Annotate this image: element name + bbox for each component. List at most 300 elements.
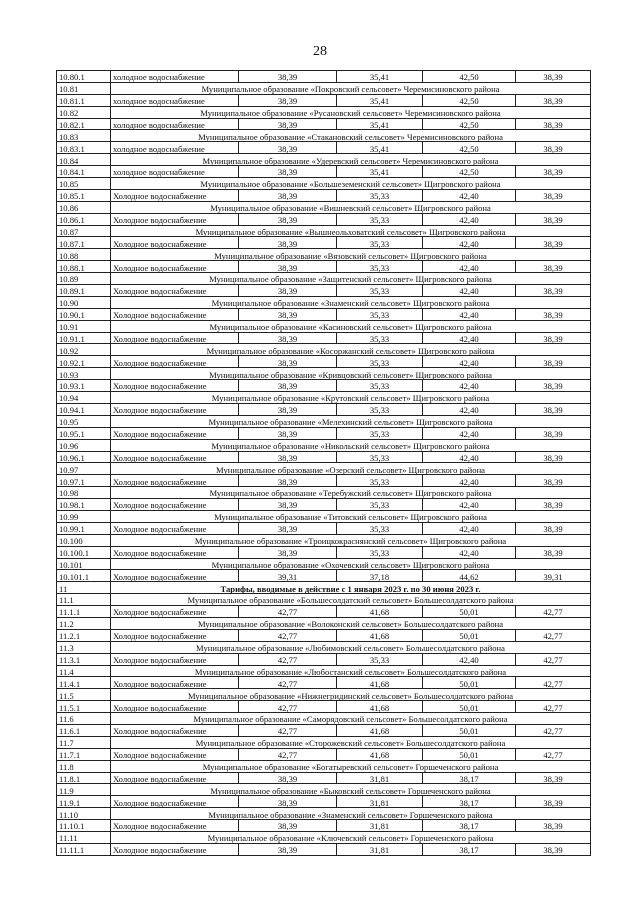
tariff-value-2: 35,33: [337, 403, 423, 415]
tariff-row: [57, 308, 591, 320]
tariff-table-body: [57, 71, 591, 856]
row-code: 10.89.1: [57, 285, 111, 297]
tariff-value-1: 38,39: [239, 403, 337, 415]
row-code: 11.9: [57, 784, 111, 796]
service-label: Холодное водоснабжение: [111, 701, 239, 713]
tariff-value-4: 38,39: [516, 820, 591, 832]
municipality-row: [57, 832, 591, 844]
row-code: 10.86.1: [57, 213, 111, 225]
municipality-name: Муниципальное образование «Знаменский сельсовет» Горшеченского района: [111, 808, 591, 820]
municipality-name: Муниципальное образование «Большеземенский сельсовет» Щигровского района: [111, 178, 591, 190]
tariff-value-3: 42,40: [423, 380, 516, 392]
tariff-value-3: 42,40: [423, 332, 516, 344]
row-code: 10.98: [57, 487, 111, 499]
tariff-value-4: 38,39: [516, 94, 591, 106]
tariff-value-1: 38,39: [239, 118, 337, 130]
tariff-value-3: 42,50: [423, 94, 516, 106]
municipality-row: [57, 225, 591, 237]
service-label: Холодное водоснабжение: [111, 606, 239, 618]
tariff-row: [57, 653, 591, 665]
tariff-value-3: 42,40: [423, 189, 516, 201]
tariff-value-1: 42,77: [239, 653, 337, 665]
section-code: 11: [57, 582, 111, 594]
tariff-value-3: 42,40: [423, 499, 516, 511]
tariff-row: [57, 166, 591, 178]
row-code: 10.96.1: [57, 451, 111, 463]
service-label: Холодное водоснабжение: [111, 451, 239, 463]
row-code: 10.91.1: [57, 332, 111, 344]
municipality-name: Муниципальное образование «Теребужский сельсовет» Щигровского района: [111, 487, 591, 499]
municipality-name: Муниципальное образование «Крутовский сельсовет» Щигровского района: [111, 392, 591, 404]
municipality-row: [57, 392, 591, 404]
row-code: 10.97.1: [57, 475, 111, 487]
row-code: 10.96: [57, 439, 111, 451]
municipality-row: [57, 463, 591, 475]
row-code: 11.3.1: [57, 653, 111, 665]
tariff-value-3: 50,01: [423, 748, 516, 760]
municipality-row: [57, 487, 591, 499]
row-code: 11.8: [57, 760, 111, 772]
tariff-row: [57, 820, 591, 832]
tariff-row: [57, 94, 591, 106]
municipality-row: [57, 534, 591, 546]
service-label: Холодное водоснабжение: [111, 629, 239, 641]
tariff-value-1: 38,39: [239, 166, 337, 178]
tariff-value-2: 41,68: [337, 677, 423, 689]
tariff-value-2: 31,81: [337, 772, 423, 784]
municipality-name: Муниципальное образование «Охочевский сельсовет» Щигровского района: [111, 558, 591, 570]
tariff-value-4: 39,31: [516, 570, 591, 582]
tariff-value-3: 42,40: [423, 308, 516, 320]
tariff-value-2: 35,33: [337, 427, 423, 439]
tariff-value-1: 42,77: [239, 724, 337, 736]
tariff-value-4: 42,77: [516, 677, 591, 689]
tariff-value-3: 50,01: [423, 606, 516, 618]
tariff-value-3: 38,17: [423, 843, 516, 855]
service-label: Холодное водоснабжение: [111, 403, 239, 415]
municipality-name: Муниципальное образование «Покровский сельсовет» Черемисиновского района: [111, 82, 591, 94]
tariff-value-4: 42,77: [516, 748, 591, 760]
municipality-row: [57, 558, 591, 570]
row-code: 10.81.1: [57, 94, 111, 106]
tariff-value-3: 42,50: [423, 142, 516, 154]
tariff-row: [57, 570, 591, 582]
municipality-name: Муниципальное образование «Вязовский сельсовет» Щигровского района: [111, 249, 591, 261]
row-code: 10.89: [57, 273, 111, 285]
municipality-name: Муниципальное образование «Озерский сельсовет» Щигровского района: [111, 463, 591, 475]
service-label: Холодное водоснабжение: [111, 843, 239, 855]
row-code: 10.92: [57, 344, 111, 356]
tariff-value-3: 42,40: [423, 546, 516, 558]
row-code: 10.83.1: [57, 142, 111, 154]
municipality-row: [57, 249, 591, 261]
municipality-row: [57, 154, 591, 166]
tariff-value-2: 37,18: [337, 570, 423, 582]
section-header-row: [57, 582, 591, 594]
tariff-value-2: 35,41: [337, 71, 423, 83]
tariff-value-3: 50,01: [423, 701, 516, 713]
tariff-value-1: 38,39: [239, 285, 337, 297]
service-label: Холодное водоснабжение: [111, 724, 239, 736]
service-label: холодное водоснабжение: [111, 118, 239, 130]
municipality-name: Муниципальное образование «Нижнегридинский сельсовет» Большесолдатского района: [111, 689, 591, 701]
municipality-row: [57, 130, 591, 142]
municipality-row: [57, 320, 591, 332]
tariff-value-2: 35,41: [337, 118, 423, 130]
tariff-value-1: 38,39: [239, 94, 337, 106]
tariff-value-2: 35,41: [337, 166, 423, 178]
row-code: 10.99: [57, 510, 111, 522]
municipality-name: Муниципальное образование «Стакановский сельсовет» Черемисиновского района: [111, 130, 591, 142]
service-label: Холодное водоснабжение: [111, 356, 239, 368]
tariff-value-4: 38,39: [516, 118, 591, 130]
tariff-value-1: 42,77: [239, 701, 337, 713]
row-code: 11.3: [57, 641, 111, 653]
row-code: 10.101: [57, 558, 111, 570]
tariff-value-3: 42,40: [423, 522, 516, 534]
municipality-name: Муниципальное образование «Кривцовский сельсовет» Щигровского района: [111, 368, 591, 380]
tariff-value-4: 38,39: [516, 427, 591, 439]
tariff-row: [57, 843, 591, 855]
tariff-value-4: 38,39: [516, 332, 591, 344]
tariff-value-4: 38,39: [516, 403, 591, 415]
row-code: 10.95.1: [57, 427, 111, 439]
municipality-row: [57, 415, 591, 427]
municipality-name: Муниципальное образование «Богатыревский сельсовет» Горшеченского района: [111, 760, 591, 772]
tariff-value-4: 38,39: [516, 237, 591, 249]
municipality-row: [57, 510, 591, 522]
row-code: 11.4: [57, 665, 111, 677]
service-label: Холодное водоснабжение: [111, 189, 239, 201]
row-code: 11.2.1: [57, 629, 111, 641]
tariff-row: [57, 71, 591, 83]
tariff-value-3: 42,40: [423, 237, 516, 249]
row-code: 10.86: [57, 201, 111, 213]
tariff-value-3: 42,40: [423, 451, 516, 463]
tariff-row: [57, 724, 591, 736]
tariff-value-4: 38,39: [516, 261, 591, 273]
municipality-name: Муниципальное образование «Косоржанский сельсовет» Щигровского района: [111, 344, 591, 356]
tariff-value-4: 38,39: [516, 546, 591, 558]
municipality-name: Муниципальное образование «Никольский сельсовет» Щигровского района: [111, 439, 591, 451]
tariff-value-2: 35,33: [337, 380, 423, 392]
tariff-row: [57, 356, 591, 368]
tariff-row: [57, 796, 591, 808]
municipality-row: [57, 368, 591, 380]
section-title: Тарифы, вводимые в действие с 1 января 2023 г. по 30 июня 2023 г.: [111, 582, 591, 594]
row-code: 11.1.1: [57, 606, 111, 618]
tariff-value-3: 42,40: [423, 356, 516, 368]
municipality-name: Муниципальное образование «Касиновский сельсовет» Щигровского района: [111, 320, 591, 332]
tariff-value-3: 44,62: [423, 570, 516, 582]
tariff-value-2: 35,33: [337, 285, 423, 297]
tariff-value-1: 38,39: [239, 820, 337, 832]
service-label: Холодное водоснабжение: [111, 237, 239, 249]
tariff-value-1: 38,39: [239, 380, 337, 392]
row-code: 11.5: [57, 689, 111, 701]
tariff-value-1: 42,77: [239, 606, 337, 618]
municipality-row: [57, 617, 591, 629]
tariff-value-1: 38,39: [239, 451, 337, 463]
tariff-value-4: 38,39: [516, 308, 591, 320]
row-code: 11.10.1: [57, 820, 111, 832]
service-label: холодное водоснабжение: [111, 71, 239, 83]
service-label: Холодное водоснабжение: [111, 772, 239, 784]
service-label: Холодное водоснабжение: [111, 285, 239, 297]
row-code: 11.7: [57, 736, 111, 748]
tariff-value-4: 42,77: [516, 653, 591, 665]
tariff-value-4: 38,39: [516, 356, 591, 368]
tariff-value-2: 35,33: [337, 189, 423, 201]
municipality-name: Муниципальное образование «Быковский сельсовет» Горшеченского района: [111, 784, 591, 796]
service-label: Холодное водоснабжение: [111, 380, 239, 392]
tariff-value-4: 38,39: [516, 71, 591, 83]
municipality-row: [57, 784, 591, 796]
row-code: 11.10: [57, 808, 111, 820]
service-label: Холодное водоснабжение: [111, 475, 239, 487]
row-code: 10.98.1: [57, 499, 111, 511]
tariff-value-1: 38,39: [239, 522, 337, 534]
service-label: Холодное водоснабжение: [111, 748, 239, 760]
service-label: Холодное водоснабжение: [111, 213, 239, 225]
service-label: холодное водоснабжение: [111, 166, 239, 178]
municipality-name: Муниципальное образование «Саморядовский сельсовет» Большесолдатского района: [111, 713, 591, 725]
row-code: 11.5.1: [57, 701, 111, 713]
row-code: 10.87.1: [57, 237, 111, 249]
municipality-row: [57, 641, 591, 653]
tariff-value-2: 35,33: [337, 546, 423, 558]
municipality-row: [57, 689, 591, 701]
row-code: 10.84: [57, 154, 111, 166]
tariff-table: [56, 70, 591, 856]
tariff-row: [57, 522, 591, 534]
tariff-value-4: 38,39: [516, 451, 591, 463]
tariff-value-4: 38,39: [516, 166, 591, 178]
municipality-row: [57, 296, 591, 308]
tariff-value-4: 38,39: [516, 189, 591, 201]
tariff-value-3: 50,01: [423, 677, 516, 689]
row-code: 10.93.1: [57, 380, 111, 392]
tariff-value-2: 31,81: [337, 843, 423, 855]
tariff-value-3: 42,40: [423, 427, 516, 439]
tariff-row: [57, 451, 591, 463]
municipality-name: Муниципальное образование «Защитенский сельсовет» Щигровского района: [111, 273, 591, 285]
tariff-row: [57, 261, 591, 273]
tariff-value-2: 41,68: [337, 724, 423, 736]
tariff-value-4: 38,39: [516, 772, 591, 784]
row-code: 10.80.1: [57, 71, 111, 83]
row-code: 10.81: [57, 82, 111, 94]
tariff-value-1: 38,39: [239, 796, 337, 808]
row-code: 10.99.1: [57, 522, 111, 534]
tariff-row: [57, 499, 591, 511]
tariff-row: [57, 748, 591, 760]
tariff-value-3: 42,40: [423, 285, 516, 297]
tariff-row: [57, 332, 591, 344]
tariff-value-1: 38,39: [239, 213, 337, 225]
row-code: 10.82.1: [57, 118, 111, 130]
service-label: Холодное водоснабжение: [111, 427, 239, 439]
municipality-row: [57, 201, 591, 213]
municipality-row: [57, 760, 591, 772]
row-code: 10.87: [57, 225, 111, 237]
tariff-value-1: 38,39: [239, 261, 337, 273]
municipality-row: [57, 665, 591, 677]
row-code: 11.6: [57, 713, 111, 725]
tariff-value-2: 35,33: [337, 261, 423, 273]
tariff-row: [57, 237, 591, 249]
municipality-row: [57, 273, 591, 285]
municipality-row: [57, 82, 591, 94]
tariff-value-2: 41,68: [337, 606, 423, 618]
tariff-value-1: 38,39: [239, 237, 337, 249]
row-code: 11.6.1: [57, 724, 111, 736]
row-code: 10.88.1: [57, 261, 111, 273]
tariff-value-4: 38,39: [516, 380, 591, 392]
tariff-value-2: 35,33: [337, 475, 423, 487]
tariff-value-2: 35,33: [337, 308, 423, 320]
tariff-value-3: 50,01: [423, 724, 516, 736]
tariff-value-1: 38,39: [239, 546, 337, 558]
tariff-row: [57, 427, 591, 439]
municipality-row: [57, 106, 591, 118]
municipality-name: Муниципальное образование «Любимовский сельсовет» Большесолдатского района: [111, 641, 591, 653]
municipality-name: Муниципальное образование «Вышнеольховатский сельсовет» Щигровского района: [111, 225, 591, 237]
tariff-value-2: 35,41: [337, 94, 423, 106]
service-label: Холодное водоснабжение: [111, 308, 239, 320]
tariff-value-1: 42,77: [239, 629, 337, 641]
service-label: Холодное водоснабжение: [111, 522, 239, 534]
tariff-value-2: 35,33: [337, 522, 423, 534]
tariff-value-1: 38,39: [239, 142, 337, 154]
tariff-row: [57, 189, 591, 201]
service-label: Холодное водоснабжение: [111, 796, 239, 808]
row-code: 10.85: [57, 178, 111, 190]
municipality-row: [57, 178, 591, 190]
municipality-name: Муниципальное образование «Ключевский сельсовет» Горшеченского района: [111, 832, 591, 844]
tariff-value-1: 42,77: [239, 677, 337, 689]
service-label: Холодное водоснабжение: [111, 332, 239, 344]
row-code: 10.91: [57, 320, 111, 332]
tariff-row: [57, 606, 591, 618]
tariff-value-2: 35,41: [337, 142, 423, 154]
row-code: 10.94.1: [57, 403, 111, 415]
tariff-value-1: 39,31: [239, 570, 337, 582]
tariff-value-3: 42,50: [423, 71, 516, 83]
service-label: Холодное водоснабжение: [111, 546, 239, 558]
row-code: 10.88: [57, 249, 111, 261]
tariff-value-1: 38,39: [239, 332, 337, 344]
tariff-value-4: 38,39: [516, 843, 591, 855]
municipality-name: Муниципальное образование «Сторожевский сельсовет» Большесолдатского района: [111, 736, 591, 748]
tariff-row: [57, 213, 591, 225]
tariff-row: [57, 546, 591, 558]
tariff-row: [57, 701, 591, 713]
row-code: 11.11.1: [57, 843, 111, 855]
service-label: Холодное водоснабжение: [111, 499, 239, 511]
tariff-value-1: 38,39: [239, 772, 337, 784]
tariff-row: [57, 285, 591, 297]
service-label: Холодное водоснабжение: [111, 677, 239, 689]
municipality-name: Муниципальное образование «Волоконский сельсовет» Большесолдатского района: [111, 617, 591, 629]
row-code: 11.1: [57, 594, 111, 606]
service-label: Холодное водоснабжение: [111, 261, 239, 273]
row-code: 10.92.1: [57, 356, 111, 368]
row-code: 11.7.1: [57, 748, 111, 760]
municipality-name: Муниципальное образование «Удеревский сельсовет» Черемисиновского района: [111, 154, 591, 166]
row-code: 11.8.1: [57, 772, 111, 784]
tariff-value-4: 42,77: [516, 701, 591, 713]
tariff-value-4: 38,39: [516, 796, 591, 808]
tariff-value-3: 42,40: [423, 403, 516, 415]
service-label: Холодное водоснабжение: [111, 653, 239, 665]
municipality-row: [57, 439, 591, 451]
row-code: 10.84.1: [57, 166, 111, 178]
tariff-value-2: 41,68: [337, 629, 423, 641]
tariff-value-3: 42,50: [423, 118, 516, 130]
municipality-name: Муниципальное образование «Мелехинский сельсовет» Щигровского района: [111, 415, 591, 427]
tariff-value-2: 35,33: [337, 499, 423, 511]
municipality-name: Муниципальное образование «Вишневский сельсовет» Щигровского района: [111, 201, 591, 213]
tariff-value-4: 38,39: [516, 475, 591, 487]
tariff-value-3: 42,50: [423, 166, 516, 178]
tariff-value-4: 42,77: [516, 606, 591, 618]
tariff-value-2: 31,81: [337, 820, 423, 832]
row-code: 10.82: [57, 106, 111, 118]
row-code: 11.4.1: [57, 677, 111, 689]
tariff-value-4: 38,39: [516, 142, 591, 154]
municipality-name: Муниципальное образование «Любостанский сельсовет» Большесолдатского района: [111, 665, 591, 677]
service-label: холодное водоснабжение: [111, 142, 239, 154]
tariff-value-4: 42,77: [516, 629, 591, 641]
tariff-row: [57, 118, 591, 130]
municipality-row: [57, 736, 591, 748]
tariff-value-3: 42,40: [423, 475, 516, 487]
municipality-name: Муниципальное образование «Большесолдатский сельсовет» Большесолдатского района: [111, 594, 591, 606]
tariff-value-4: 38,39: [516, 522, 591, 534]
tariff-value-1: 38,39: [239, 189, 337, 201]
tariff-value-3: 42,40: [423, 653, 516, 665]
service-label: холодное водоснабжение: [111, 94, 239, 106]
tariff-value-4: 38,39: [516, 213, 591, 225]
tariff-row: [57, 677, 591, 689]
tariff-value-1: 38,39: [239, 71, 337, 83]
tariff-value-2: 35,33: [337, 451, 423, 463]
row-code: 10.95: [57, 415, 111, 427]
tariff-value-3: 42,40: [423, 261, 516, 273]
municipality-row: [57, 808, 591, 820]
service-label: Холодное водоснабжение: [111, 570, 239, 582]
tariff-value-3: 38,17: [423, 796, 516, 808]
row-code: 10.93: [57, 368, 111, 380]
tariff-value-4: 42,77: [516, 724, 591, 736]
tariff-value-3: 38,17: [423, 772, 516, 784]
tariff-value-1: 38,39: [239, 356, 337, 368]
tariff-value-2: 35,33: [337, 332, 423, 344]
tariff-value-2: 41,68: [337, 748, 423, 760]
tariff-value-1: 38,39: [239, 308, 337, 320]
tariff-value-4: 38,39: [516, 285, 591, 297]
tariff-value-1: 38,39: [239, 843, 337, 855]
tariff-value-3: 42,40: [423, 213, 516, 225]
row-code: 10.100: [57, 534, 111, 546]
row-code: 11.9.1: [57, 796, 111, 808]
tariff-row: [57, 772, 591, 784]
tariff-value-4: 38,39: [516, 499, 591, 511]
municipality-name: Муниципальное образование «Титовский сельсовет» Щигровского района: [111, 510, 591, 522]
row-code: 11.2: [57, 617, 111, 629]
tariff-row: [57, 629, 591, 641]
